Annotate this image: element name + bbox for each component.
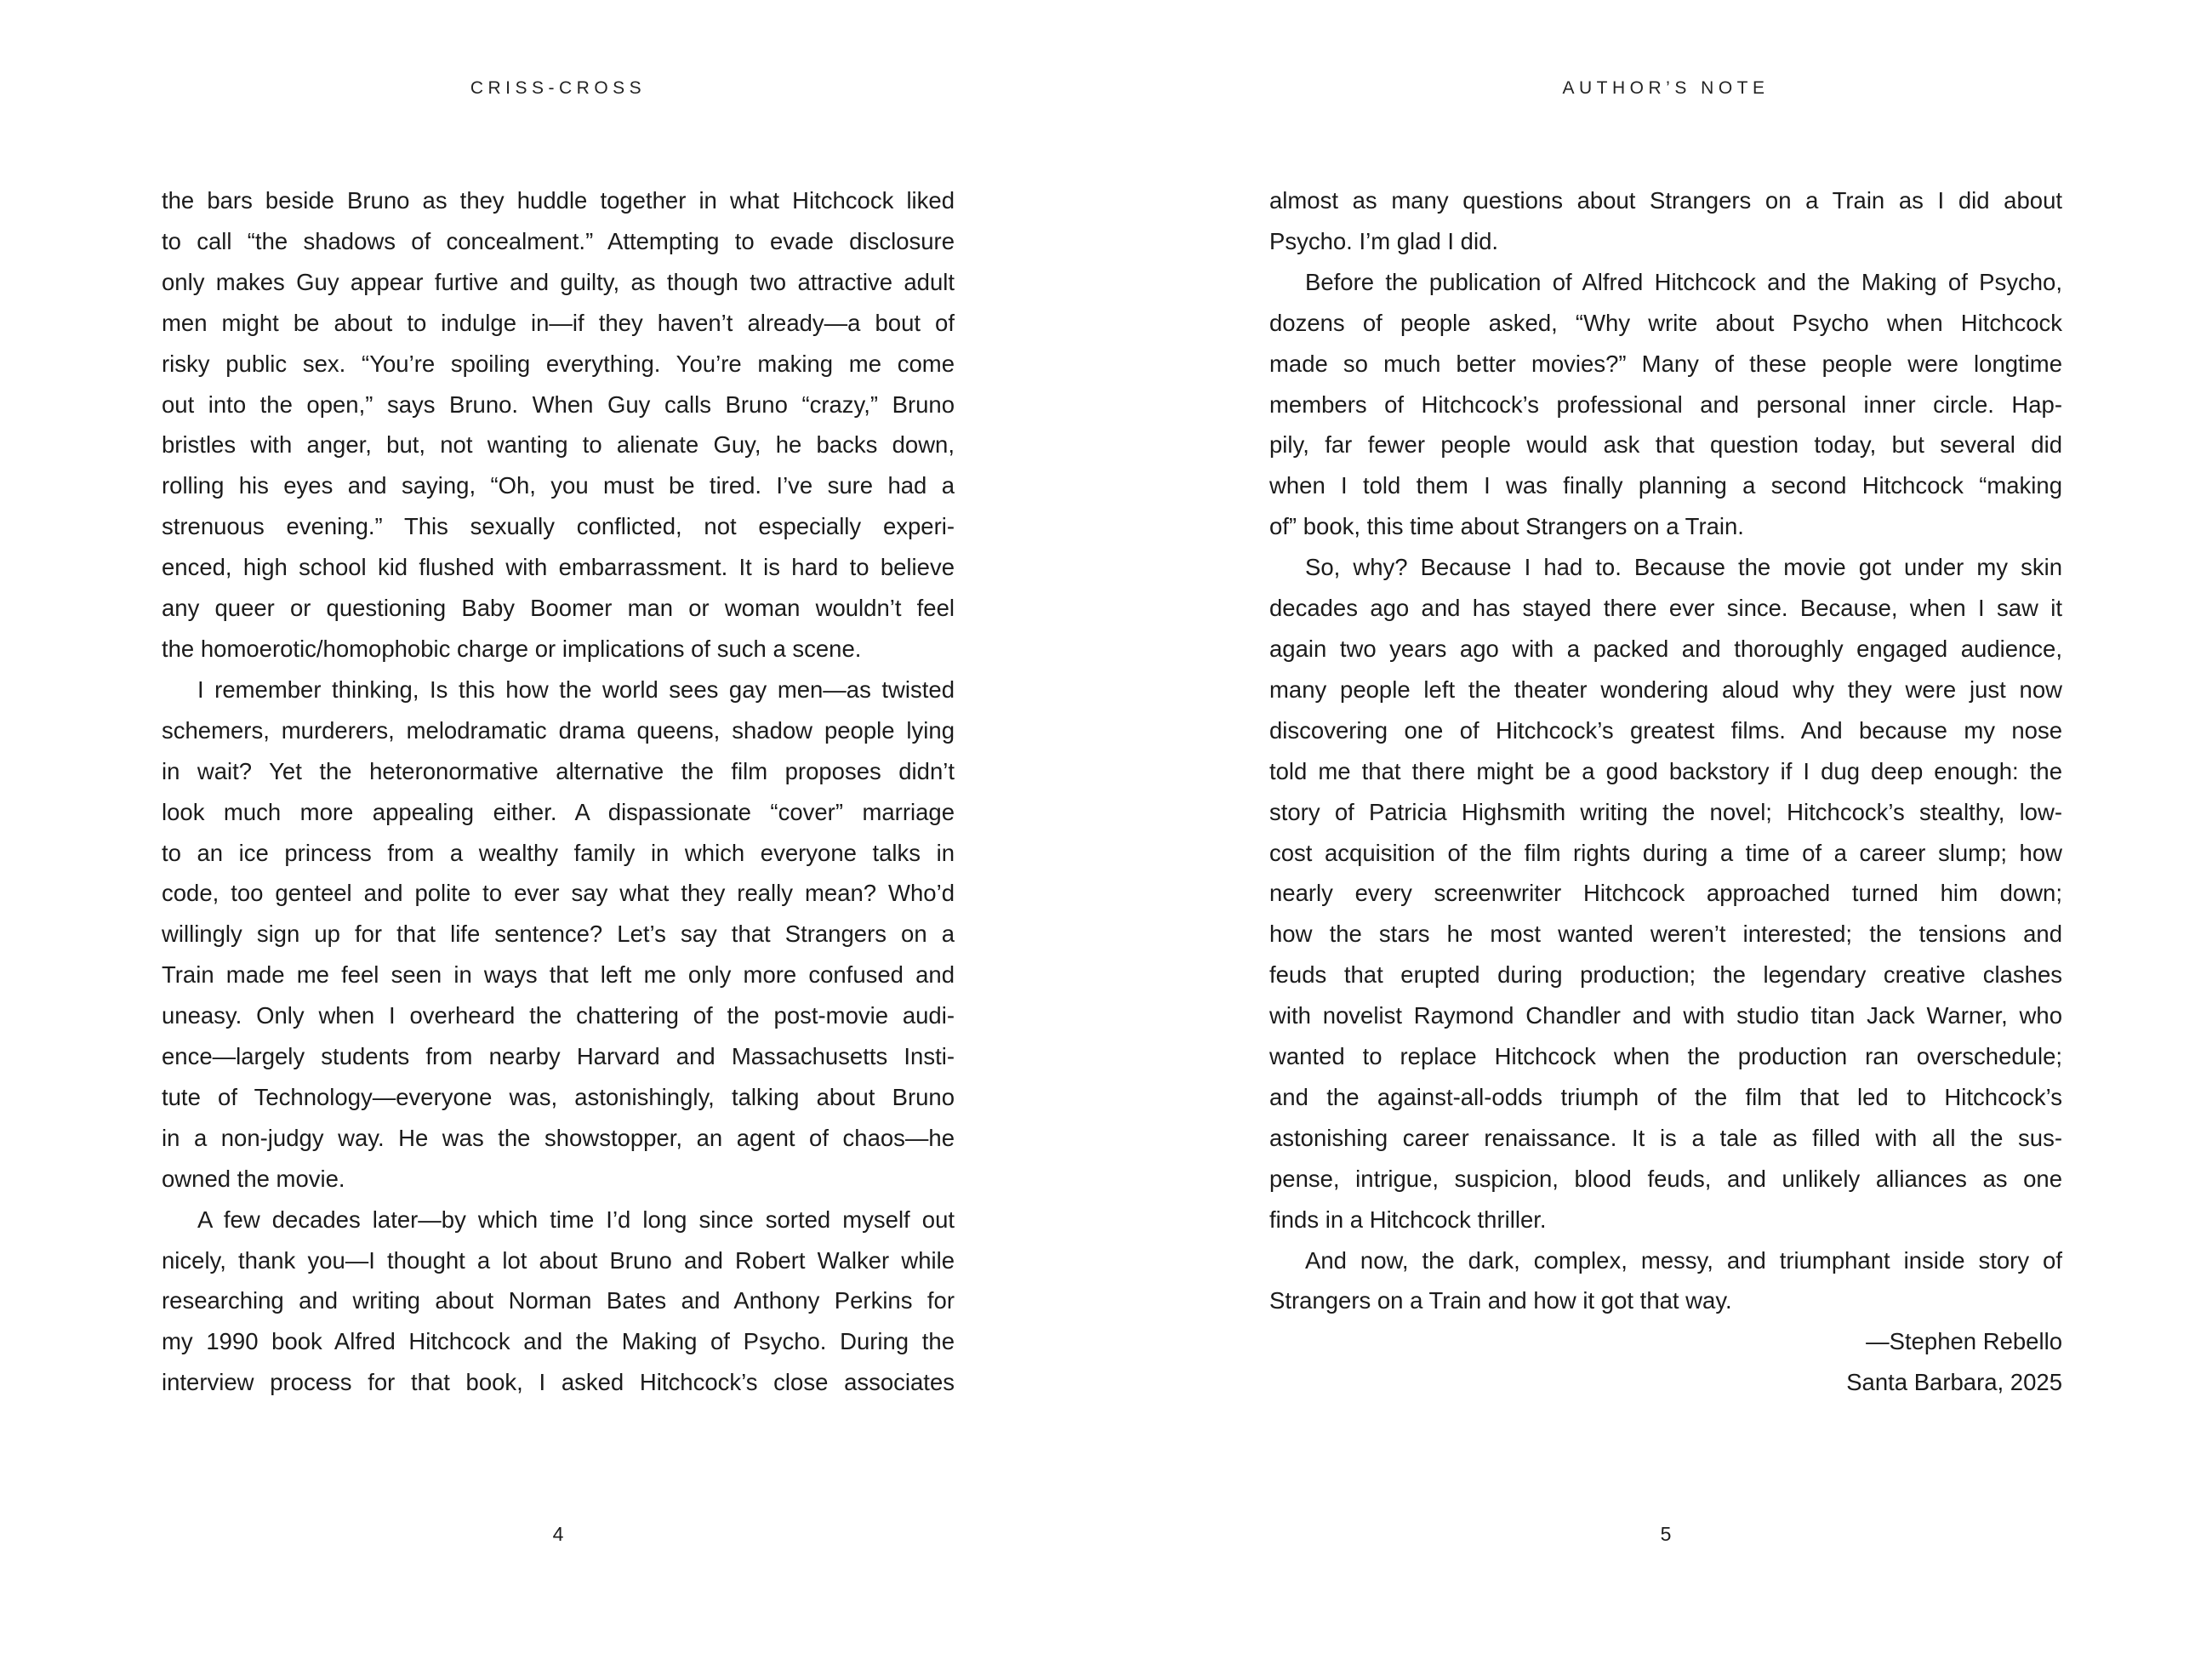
right-page-text bbox=[1269, 180, 2062, 1403]
text-line: owned the movie. bbox=[162, 1165, 345, 1192]
left-page-text bbox=[162, 180, 955, 1403]
page-number-left: 4 bbox=[552, 1523, 564, 1545]
text-line: look much more appealing either. A dispassionate “cover” marriage bbox=[162, 798, 955, 825]
text-line: ence—largely students from nearby Harvard and Massachusetts Insti- bbox=[162, 1043, 955, 1070]
text-line: schemers, murderers, melodramatic drama queens, shadow people lying bbox=[162, 716, 955, 744]
text-line: in wait? Yet the heteronormative alternative the film proposes didn’t bbox=[162, 757, 955, 784]
text-line: made so much better movies?” Many of these people were longtime bbox=[1269, 350, 2062, 377]
text-line: and the against-all-odds triumph of the film that led to Hitchcock’s bbox=[1269, 1083, 2062, 1110]
text-line: researching and writing about Norman Bates and Anthony Perkins for bbox=[162, 1287, 955, 1314]
text-line: the homoerotic/homophobic charge or implications of such a scene. bbox=[162, 635, 862, 662]
text-line: Psycho. I’m glad I did. bbox=[1269, 227, 1499, 254]
page-number-right: 5 bbox=[1660, 1523, 1672, 1545]
text-line: finds in a Hitchcock thriller. bbox=[1269, 1206, 1547, 1233]
text-line: told me that there might be a good backstory if I dug deep enough: the bbox=[1269, 757, 2062, 784]
running-head-left: CRISS-CROSS bbox=[470, 78, 647, 98]
text-line: to call “the shadows of concealment.” Attempting to evade disclosure bbox=[162, 227, 955, 254]
text-line: with novelist Raymond Chandler and with studio titan Jack Warner, who bbox=[1269, 1002, 2062, 1029]
text-line: wanted to replace Hitchcock when the production ran overschedule; bbox=[1269, 1043, 2062, 1070]
text-line: A few decades later—by which time I’d long since sorted myself out bbox=[197, 1206, 955, 1233]
text-line: astonishing career renaissance. It is a tale as filled with all the sus- bbox=[1269, 1124, 2062, 1151]
text-line: many people left the theater wondering aloud why they were just now bbox=[1269, 676, 2062, 703]
text-line: in a non-judgy way. He was the showstopper, an agent of chaos—he bbox=[162, 1124, 955, 1151]
text-line: my 1990 book Alfred Hitchcock and the Making of Psycho. During the bbox=[162, 1328, 955, 1355]
text-line: pily, far fewer people would ask that question today, but several did bbox=[1269, 431, 2062, 459]
text-line: feuds that erupted during production; the legendary creative clashes bbox=[1269, 961, 2062, 989]
text-line: any queer or questioning Baby Boomer man or woman wouldn’t feel bbox=[162, 595, 955, 622]
text-line: willingly sign up for that life sentence? Let’s say that Strangers on a bbox=[162, 921, 955, 948]
text-line: So, why? Because I had to. Because the movie got under my skin bbox=[1305, 554, 2062, 581]
right-page-paragraphs bbox=[1269, 180, 2062, 1321]
text-line: enced, high school kid flushed with embarrassment. It is hard to believe bbox=[162, 554, 955, 581]
text-line: to an ice princess from a wealthy family in which everyone talks in bbox=[162, 839, 955, 866]
text-line: story of Patricia Highsmith writing the novel; Hitchcock’s stealthy, low- bbox=[1269, 798, 2062, 825]
text-line: rolling his eyes and saying, “Oh, you must be tired. I’ve sure had a bbox=[162, 472, 955, 499]
text-line: bristles with anger, but, not wanting to alienate Guy, he backs down, bbox=[162, 431, 955, 459]
text-line: nicely, thank you—I thought a lot about Bruno and Robert Walker while bbox=[162, 1246, 955, 1274]
text-line: when I told them I was finally planning a second Hitchcock “making bbox=[1269, 472, 2062, 499]
signature-author: —Stephen Rebello bbox=[1866, 1328, 2062, 1355]
text-line: Train made me feel seen in ways that left me only more confused and bbox=[162, 961, 955, 989]
text-line: tute of Technology—everyone was, astonishingly, talking about Bruno bbox=[162, 1083, 955, 1110]
text-line: Before the publication of Alfred Hitchcock and the Making of Psycho, bbox=[1305, 268, 2062, 295]
text-line: again two years ago with a packed and thoroughly engaged audience, bbox=[1269, 635, 2062, 662]
text-line: dozens of people asked, “Why write about Psycho when Hitchcock bbox=[1269, 309, 2062, 336]
text-line: men might be about to indulge in—if they haven’t already—a bout of bbox=[162, 309, 955, 336]
text-line: out into the open,” says Bruno. When Guy calls Bruno “crazy,” Bruno bbox=[162, 391, 955, 418]
running-head-right: AUTHOR’S NOTE bbox=[1562, 78, 1770, 98]
text-line: the bars beside Bruno as they huddle together in what Hitchcock liked bbox=[162, 187, 955, 214]
text-line: almost as many questions about Strangers on a Train as I did about bbox=[1269, 187, 2062, 214]
text-line: members of Hitchcock’s professional and personal inner circle. Hap- bbox=[1269, 391, 2062, 418]
text-line: I remember thinking, Is this how the world sees gay men—as twisted bbox=[197, 676, 955, 703]
text-line: uneasy. Only when I overheard the chattering of the post-movie audi- bbox=[162, 1002, 955, 1029]
text-line: strenuous evening.” This sexually conflicted, not especially experi- bbox=[162, 513, 955, 540]
text-line: nearly every screenwriter Hitchcock approached turned him down; bbox=[1269, 880, 2062, 907]
text-line: code, too genteel and polite to ever say what they really mean? Who’d bbox=[162, 880, 955, 907]
text-line: discovering one of Hitchcock’s greatest films. And because my nose bbox=[1269, 716, 2062, 744]
text-line: And now, the dark, complex, messy, and triumphant inside story of bbox=[1305, 1246, 2062, 1274]
signature-place-year: Santa Barbara, 2025 bbox=[1846, 1369, 2062, 1396]
text-line: decades ago and has stayed there ever since. Because, when I saw it bbox=[1269, 595, 2062, 622]
text-line: only makes Guy appear furtive and guilty, as though two attractive adult bbox=[162, 268, 955, 295]
text-line: risky public sex. “You’re spoiling everything. You’re making me come bbox=[162, 350, 955, 377]
text-line: how the stars he most wanted weren’t interested; the tensions and bbox=[1269, 921, 2062, 948]
text-line: of” book, this time about Strangers on a Train. bbox=[1269, 513, 1744, 540]
text-line: Strangers on a Train and how it got that way. bbox=[1269, 1287, 1732, 1314]
text-line: cost acquisition of the film rights during a time of a career slump; how bbox=[1269, 839, 2062, 866]
text-line: interview process for that book, I asked Hitchcock’s close associates bbox=[162, 1369, 955, 1396]
text-line: pense, intrigue, suspicion, blood feuds, and unlikely alliances as one bbox=[1269, 1165, 2062, 1192]
